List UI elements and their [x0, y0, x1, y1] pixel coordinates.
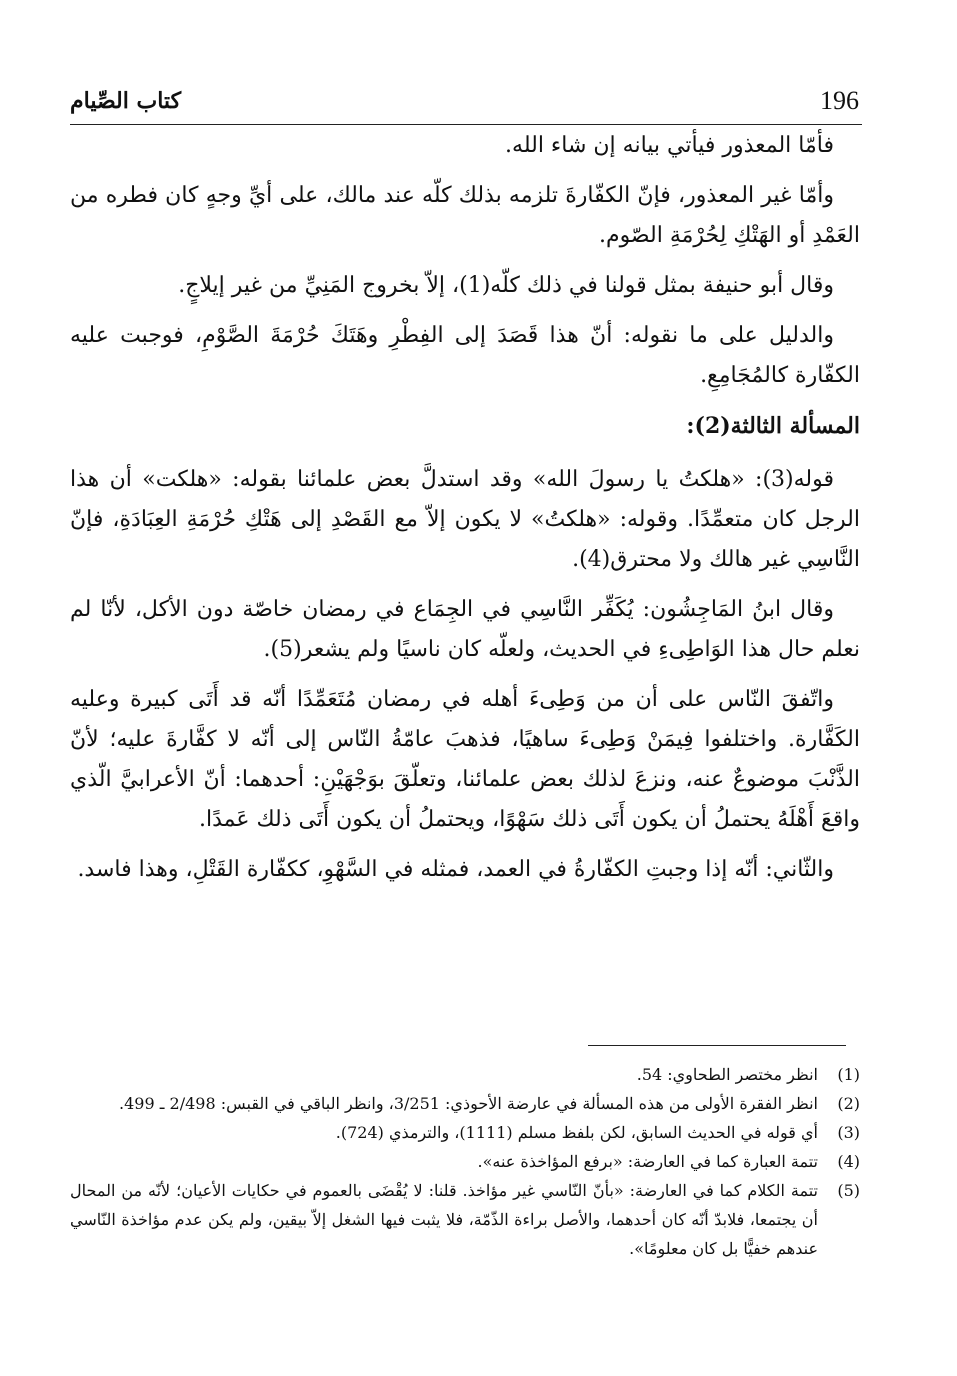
footnote	[70, 1089, 860, 1118]
running-title: كتاب الصِّيام	[70, 88, 182, 114]
footnote-text: انظر الفقرة الأولى من هذه المسألة في عارضة الأحوذي: 3/251، وانظر الباقي في القبس: 2/498 ـ 499.	[119, 1094, 818, 1113]
footnote-text: انظر مختصر الطحاوي: 54.	[636, 1065, 818, 1084]
page-number: 196	[820, 86, 859, 115]
paragraph: وأمّا غير المعذور، فإنّ الكفّارةَ تلزمه بذلك كلّه عند مالك، على أيِّ وجهٍ كان فطره من العَمْدِ أو الهَتْكِ لِحُرْمَةِ الصّوم.	[70, 183, 860, 248]
paragraph: وقال ابنُ المَاجِشُون: يُكَفِّر النَّاسِي في الجِمَاع في رمضان خاصّة دون الأكل، لأنّا لم نعلم حال هذا الوَاطِىءِ في الحديث، ولعلّه كان ناسيًا ولم يشعر(5).	[70, 597, 860, 662]
footnote-number: (2)	[837, 1094, 860, 1113]
footnotes	[70, 1060, 860, 1263]
footnote-rule	[588, 1045, 846, 1046]
paragraph: وقال أبو حنيفة بمثل قولنا في ذلك كلّه(1)، إلاّ بخروج المَنِيِّ من غير إيلاجٍ.	[178, 273, 834, 298]
footnote-number: (5)	[837, 1181, 860, 1200]
paragraph: قوله(3): «هلكتُ يا رسولَ الله» وقد استدلَّ بعض علمائنا بقوله: «هلكت» أن هذا الرجل كان متعمِّدًا. وقوله: «هلكتُ» لا يكون إلاّ مع القَصْدِ إلى هَتْكِ حُرْمَةِ العِبَادَةِ، فإنّ النَّاسِي غير هالك ولا محترق(4).	[70, 467, 860, 572]
footnote	[70, 1060, 860, 1089]
footnote-number: (1)	[837, 1065, 860, 1084]
paragraph: والثّاني: أنّه إذا وجبتِ الكفّارةُ في العمد، فمثله في السَّهْوِ، ككفّارة القَتْلِ، وهذا فاسد.	[77, 857, 834, 882]
header-rule	[70, 124, 862, 125]
footnote	[70, 1147, 860, 1176]
footnote-text: أي قوله في الحديث السابق، لكن بلفظ مسلم (1111)، والترمذي (724).	[335, 1123, 818, 1142]
footnote-text: تتمة الكلام كما في العارضة: «بأنّ النّاسي غير مؤاخذ. قلنا: لا يُقْضَى بالعموم في حكايات الأعيان؛ لأنّه من المحال أن يجتمعا، فلابدّ أنّه كان أحدهما، والأصل براءة الذّمّة، فلا يثبت فيها الشغل إلاّ بيقين، ولم يكن عدم مؤاخذة النّاسي عندهم خفيًّا بل كان معلومًا».	[70, 1181, 819, 1258]
paragraph: واتّفقَ النّاس على أن من وَطِىءَ أهله في رمضان مُتَعَمِّدًا أنّه قد أَتَى كبيرة وعليه الكَفَّارة. واختلفوا فِيمَنْ وَطِىءَ ساهيًا، فذهبَ عامّةُ النّاس إلى أنّه لا كفَّارةَ عليه؛ لأنّ الذَّنْبَ موضوعٌ عنه، ونزعَ لذلك بعض علمائنا، وتعلّقَ بوَجْهَيْنِ: أحدهما: أنّ الأعرابيَّ الّذي واقعَ أَهْلَهُ يحتملُ أن يكون أَتَى ذلك سَهْوًا، ويحتملُ أن يكون أَتَى ذلك عَمدًا.	[70, 687, 860, 832]
paragraph: والدليل على ما نقوله: أنّ هذا قَصَدَ إلى الفِطْرِ وهَتَكَ حُرْمَةَ الصَّوْمِ، فوجبت عليه الكفّارة كالمُجَامِعِ.	[70, 323, 860, 388]
footnote-text: تتمة العبارة كما في العارضة: «برفع المؤاخذة عنه».	[477, 1152, 818, 1171]
page-header	[70, 84, 860, 124]
footnote	[70, 1118, 860, 1147]
main-text	[70, 126, 860, 900]
paragraph: فأمّا المعذور فيأتي بيانه إن شاء الله.	[505, 133, 834, 158]
section-heading: المسألة الثالثة(2):	[686, 413, 860, 439]
footnote-number: (4)	[837, 1152, 860, 1171]
footnote-number: (3)	[837, 1123, 860, 1142]
footnote	[70, 1176, 860, 1263]
